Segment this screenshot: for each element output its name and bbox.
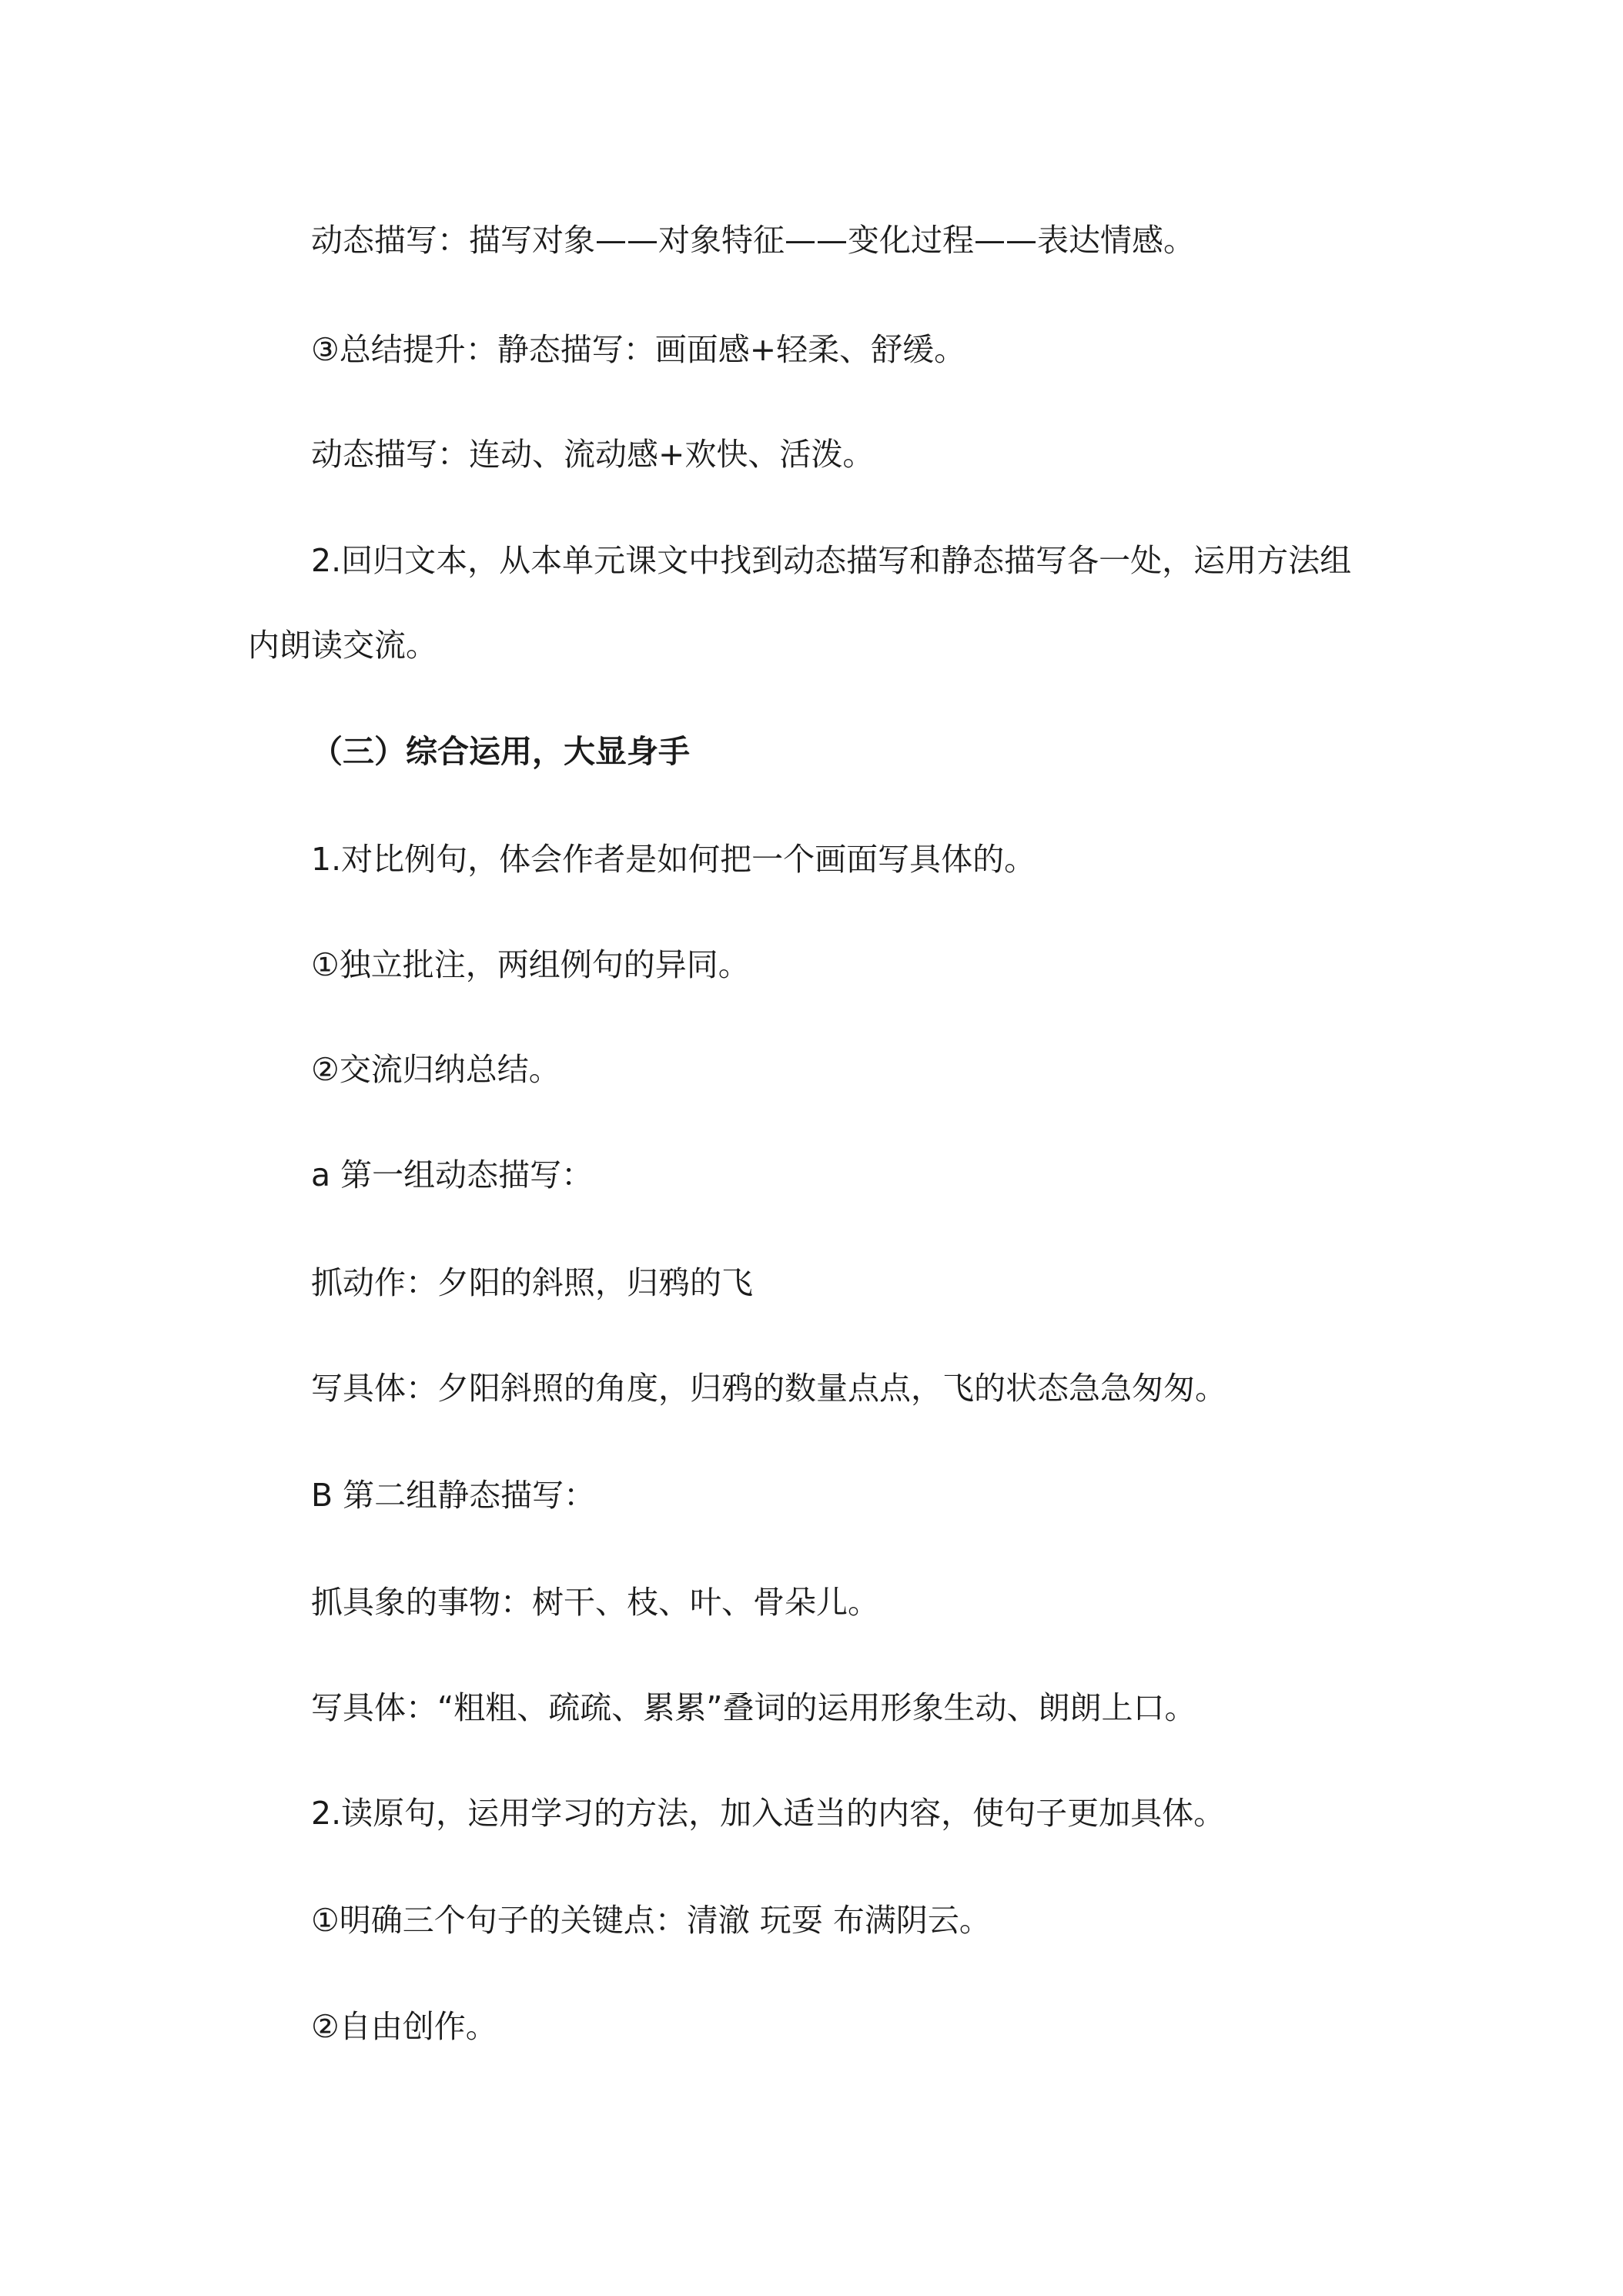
text-line: 2.读原句，运用学习的方法，加入适当的内容，使句子更加具体。 [311, 1795, 1226, 1832]
text-line: 1.对比例句，体会作者是如何把一个画面写具体的。 [311, 841, 1036, 878]
text-line: 写具体：“粗粗、疏疏、累累”叠词的运用形象生动、朗朗上口。 [311, 1689, 1196, 1726]
text-line: 内朗读交流。 [248, 627, 437, 664]
section-heading: （三）综合运用，大显身手 [311, 733, 690, 770]
text-line: ③总结提升：静态描写：画面感+轻柔、舒缓。 [311, 331, 966, 368]
text-line: a 第一组动态描写： [311, 1156, 594, 1193]
text-line: 动态描写：连动、流动感+欢快、活泼。 [311, 436, 875, 473]
text-line: 写具体：夕阳斜照的角度，归鸦的数量点点，飞的状态急急匆匆。 [311, 1370, 1226, 1407]
text-line: 2.回归文本，从本单元课文中找到动态描写和静态描写各一处，运用方法组 [311, 542, 1352, 579]
text-line: 动态描写：描写对象——对象特征——变化过程——表达情感。 [311, 222, 1195, 259]
text-line: B 第二组静态描写： [311, 1477, 596, 1514]
text-line: ①明确三个句子的关键点：清澈 玩耍 布满阴云。 [311, 1902, 991, 1939]
text-line: 抓具象的事物：树干、枝、叶、骨朵儿。 [311, 1584, 879, 1621]
text-line: ①独立批注，两组例句的异同。 [311, 946, 750, 983]
text-line: 抓动作：夕阳的斜照，归鸦的飞 [311, 1264, 753, 1301]
text-line: ②交流归纳总结。 [311, 1051, 561, 1088]
text-line: ②自由创作。 [311, 2008, 497, 2045]
